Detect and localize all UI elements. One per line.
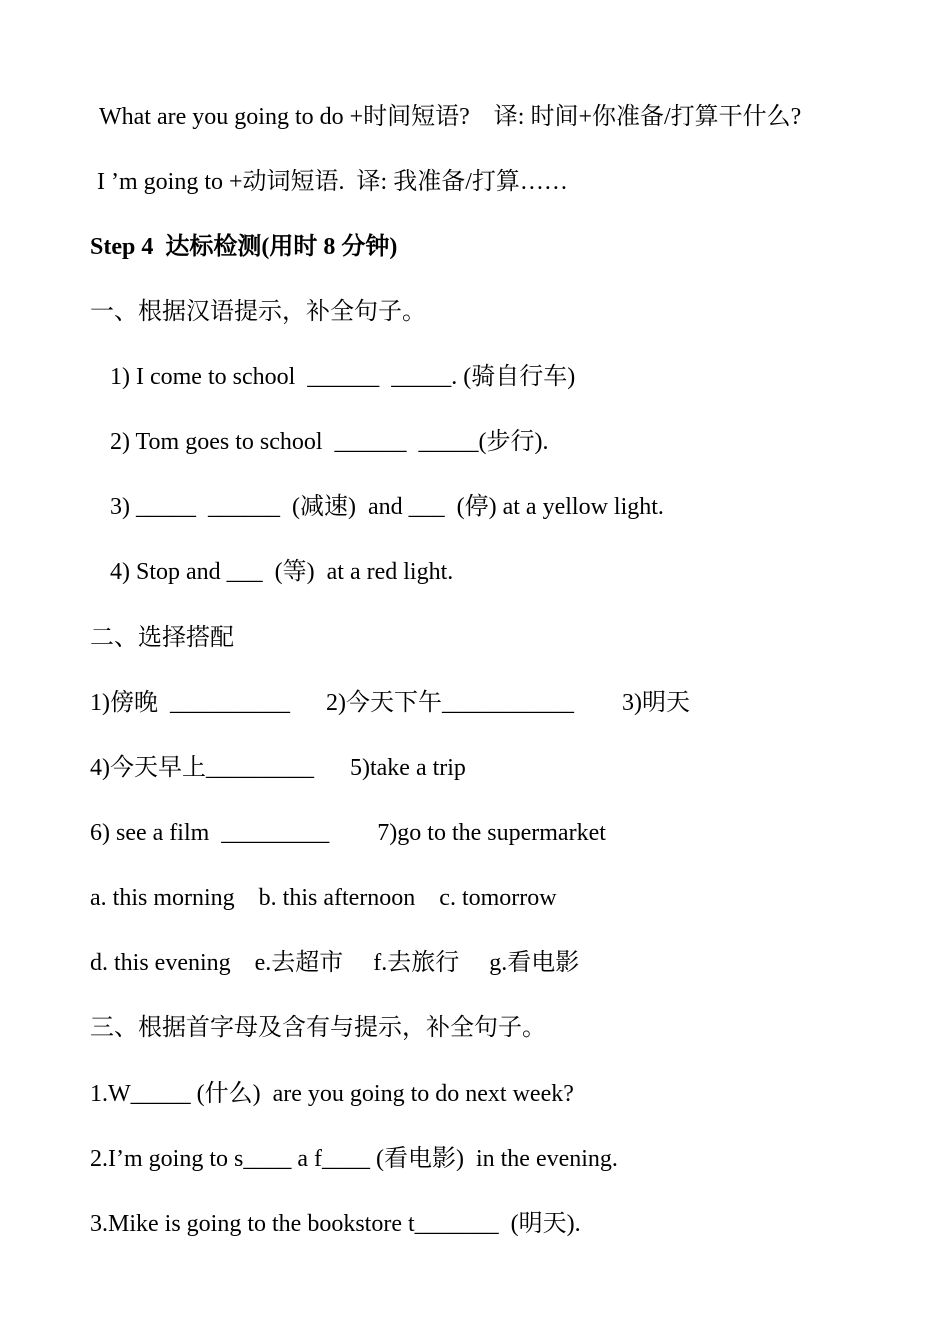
exercise-1-item-4: 4) Stop and ___ (等) at a red light.	[110, 559, 454, 585]
section-3-heading: 三、根据首字母及含有与提示，补全句子。	[90, 1015, 546, 1041]
exercise-1-item-3: 3) _____ ______ (减速) and ___ (停) at a yellow light.	[110, 494, 664, 520]
pattern-question: What are you going to do +时间短语? 译: 时间+你准备/打算干什么?	[99, 104, 802, 130]
matching-options-1: a. this morning b. this afternoon c. tomorrow	[90, 885, 557, 911]
pattern-answer: I ’m going to +动词短语. 译: 我准备/打算……	[97, 169, 568, 195]
matching-row-2: 4)今天早上_________ 5)take a trip	[90, 755, 466, 781]
matching-row-3: 6) see a film _________ 7)go to the supermarket	[90, 820, 606, 846]
exercise-3-item-3: 3.Mike is going to the bookstore t_______ (明天).	[90, 1211, 581, 1237]
matching-row-1: 1)傍晚 __________ 2)今天下午___________ 3)明天	[90, 690, 690, 716]
exercise-1-item-1: 1) I come to school ______ _____. (骑自行车)	[110, 364, 576, 390]
exercise-3-item-1: 1.W_____ (什么) are you going to do next week?	[90, 1081, 574, 1107]
exercise-3-item-2: 2.I’m going to s____ a f____ (看电影) in the evening.	[90, 1146, 618, 1172]
step-heading: Step 4 达标检测(用时 8 分钟)	[90, 234, 398, 260]
exercise-1-item-2: 2) Tom goes to school ______ _____(步行).	[110, 429, 549, 455]
matching-options-2: d. this evening e.去超市 f.去旅行 g.看电影	[90, 950, 580, 976]
section-2-heading: 二、选择搭配	[90, 625, 234, 651]
section-1-heading: 一、根据汉语提示，补全句子。	[90, 299, 426, 325]
